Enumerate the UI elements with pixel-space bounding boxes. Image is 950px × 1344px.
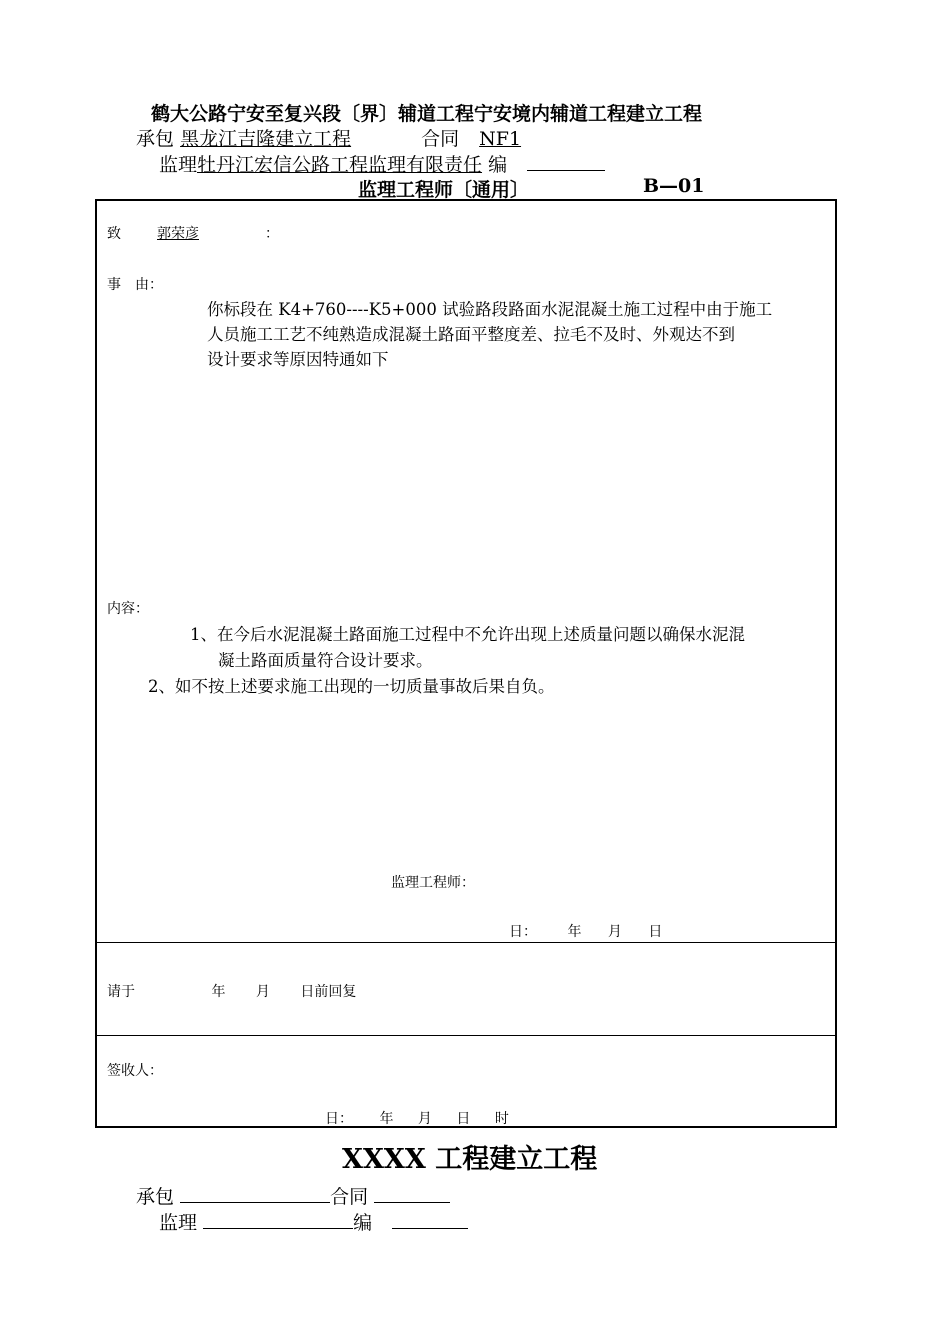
footer-supervisor-label: 监理	[159, 1212, 198, 1234]
contractor-value: 黑龙江吉隆建立工程	[180, 128, 352, 150]
number-blank	[527, 154, 605, 171]
notice-form	[95, 199, 837, 1128]
form-code: B—01	[643, 175, 705, 197]
divider-1	[97, 942, 835, 943]
footer-contract-blank	[374, 1186, 450, 1203]
reply-suffix: 日前回复	[300, 984, 357, 1000]
contract-label: 合同	[421, 128, 460, 150]
footer-contractor-label: 承包	[136, 1186, 175, 1208]
issue-date-month: 月	[607, 924, 622, 940]
footer-number-blank	[392, 1212, 468, 1229]
footer-contractor-blank	[180, 1186, 330, 1203]
issue-date-day: 日	[648, 924, 663, 940]
form-title: 监理工程师〔通用〕	[358, 179, 530, 201]
to-row	[107, 223, 279, 243]
contractor-label: 承包	[136, 128, 175, 150]
supervisor-label: 监理	[159, 154, 198, 176]
footer-supervisor-blank	[203, 1212, 353, 1229]
reply-prefix: 请于	[107, 984, 135, 1000]
receipt-date-row	[325, 1108, 509, 1128]
receipt-hour: 时	[494, 1111, 509, 1127]
to-colon: ：	[265, 226, 279, 242]
reason-label: 事 由：	[107, 277, 163, 293]
receiver-label: 签收人：	[107, 1063, 163, 1079]
reason-line-2: 人员施工工艺不纯熟造成混凝土路面平整度差、拉毛不及时、外观达不到	[207, 325, 735, 344]
reason-line-3: 设计要求等原因特通如下	[207, 350, 389, 369]
footer-title: XXXX 工程建立工程	[342, 1144, 598, 1175]
content-item-2: 2、如不按上述要求施工出现的一切质量事故后果自负。	[148, 677, 555, 696]
reason-text	[207, 297, 772, 372]
reply-row	[107, 981, 356, 1001]
contract-value: NF1	[479, 128, 522, 150]
content-item-1-line-1: 1、在今后水泥混凝土路面施工过程中不允许出现上述质量问题以确保水泥混	[190, 625, 745, 644]
content-label: 内容：	[107, 601, 149, 617]
document-title: 鹤大公路宁安至复兴段〔界〕辅道工程宁安境内辅道工程建立工程	[151, 103, 703, 125]
issue-date-row	[509, 921, 662, 941]
footer-contract-label: 合同	[330, 1186, 369, 1208]
supervisor-row	[159, 150, 605, 177]
reason-line-1: 你标段在 K4+760----K5+000 试验路段路面水泥混凝土施工过程中由于施工	[207, 300, 773, 319]
footer-contractor-row	[136, 1182, 450, 1209]
issue-date-label: 日：	[509, 924, 537, 940]
divider-2	[97, 1035, 835, 1036]
reply-year: 年	[211, 984, 226, 1000]
footer-supervisor-row	[159, 1208, 468, 1235]
content-item-1-line-2: 凝土路面质量符合设计要求。	[218, 651, 433, 670]
receipt-month: 月	[417, 1111, 432, 1127]
to-label: 致	[107, 226, 121, 242]
engineer-signature-label: 监理工程师：	[391, 875, 475, 891]
contractor-row	[136, 124, 579, 151]
supervisor-value: 牡丹江宏信公路工程监理有限责任	[197, 154, 483, 176]
receipt-date-label: 日：	[325, 1111, 353, 1127]
number-label: 编	[488, 154, 508, 176]
receipt-day: 日	[456, 1111, 471, 1127]
issue-date-year: 年	[567, 924, 582, 940]
footer-number-label: 编	[353, 1212, 373, 1234]
receipt-year: 年	[379, 1111, 394, 1127]
reply-month: 月	[255, 984, 270, 1000]
to-value: 郭荣彦	[157, 226, 199, 242]
